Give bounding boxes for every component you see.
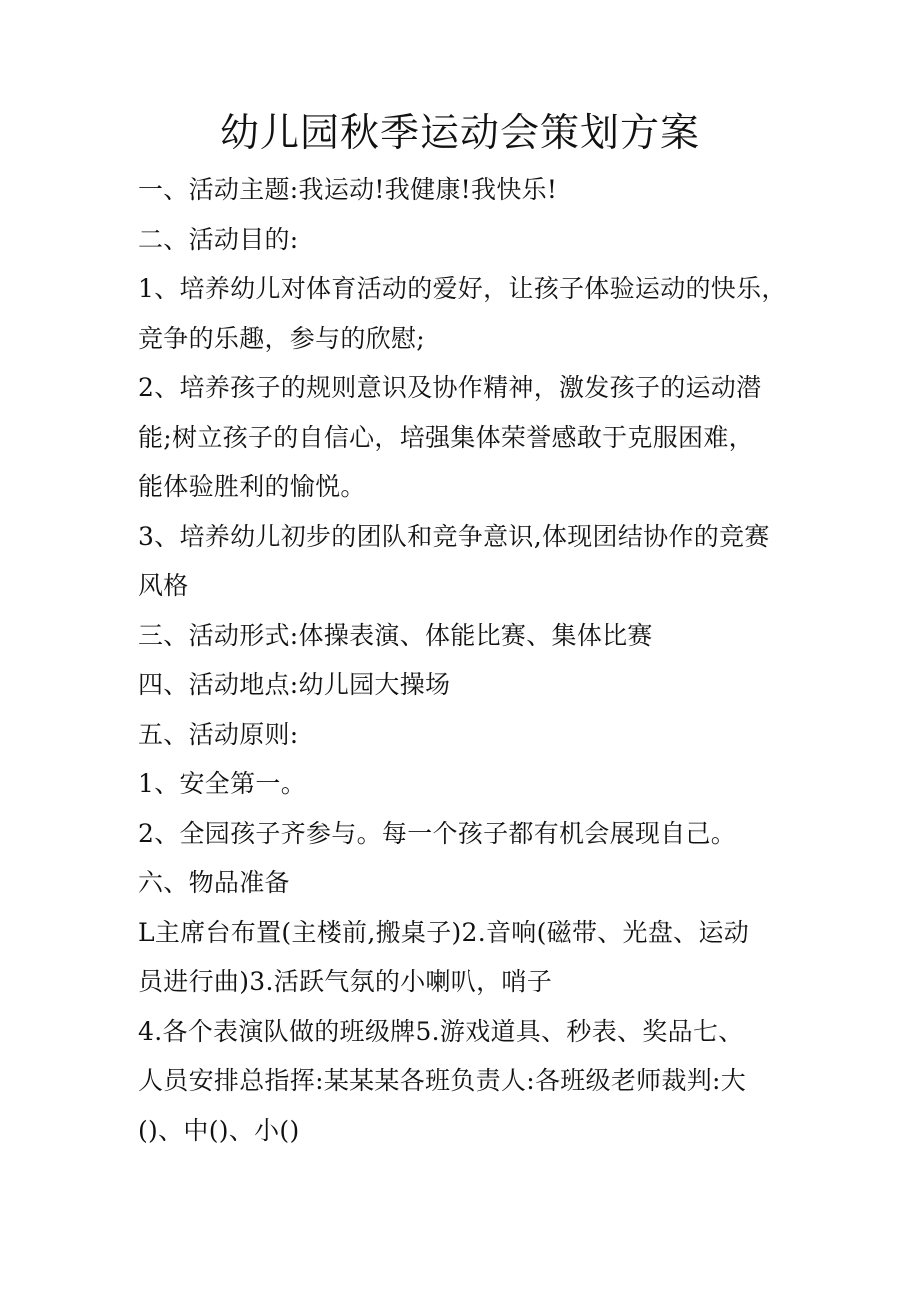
text-line: 1、安全第一。 xyxy=(138,769,307,798)
text-line: 2、全园孩子齐参与。每一个孩子都有机会展现自己。 xyxy=(138,818,737,848)
text-line: 员进行曲)3.活跃气氛的小喇叭，哨子 xyxy=(138,967,553,996)
text-line: 风格 xyxy=(138,571,189,600)
text-line: 人员安排总指挥:某某某各班负责人:各班级老师裁判:大 xyxy=(138,1066,747,1095)
text-line: 1、培养幼儿对体育活动的爱好，让孩子体验运动的快乐， xyxy=(138,274,787,303)
text-line: 六、物品准备 xyxy=(138,868,290,897)
text-line: L主席台布置(主楼前,搬桌子)2.音响(磁带、光盘、运动 xyxy=(138,917,750,947)
text-line: ()、中()、小() xyxy=(138,1115,300,1145)
text-line: 二、活动目的: xyxy=(138,224,299,254)
text-line: 四、活动地点:幼儿园大操场 xyxy=(138,670,451,699)
text-line: 一、活动主题:我运动!我健康!我快乐! xyxy=(138,175,558,204)
document-body xyxy=(138,165,798,1155)
text-line: 竞争的乐趣，参与的欣慰; xyxy=(138,323,426,353)
document-title: 幼儿园秋季运动会策划方案 xyxy=(219,111,700,156)
text-line: 4.各个表演队做的班级牌5.游戏道具、秒表、奖品七、 xyxy=(138,1016,744,1046)
text-line: 能体验胜利的愉悦。 xyxy=(138,472,366,501)
text-line: 五、活动原则: xyxy=(138,719,299,749)
text-line: 能;树立孩子的自信心，培强集体荣誉感敢于克服困难， xyxy=(138,422,754,452)
text-line: 3、培养幼儿初步的团队和竞争意识,体现团结协作的竞赛 xyxy=(138,521,770,551)
text-line: 三、活动形式:体操表演、体能比赛、集体比赛 xyxy=(138,620,653,650)
text-line: 2、培养孩子的规则意识及协作精神，激发孩子的运动潜 xyxy=(138,373,762,402)
